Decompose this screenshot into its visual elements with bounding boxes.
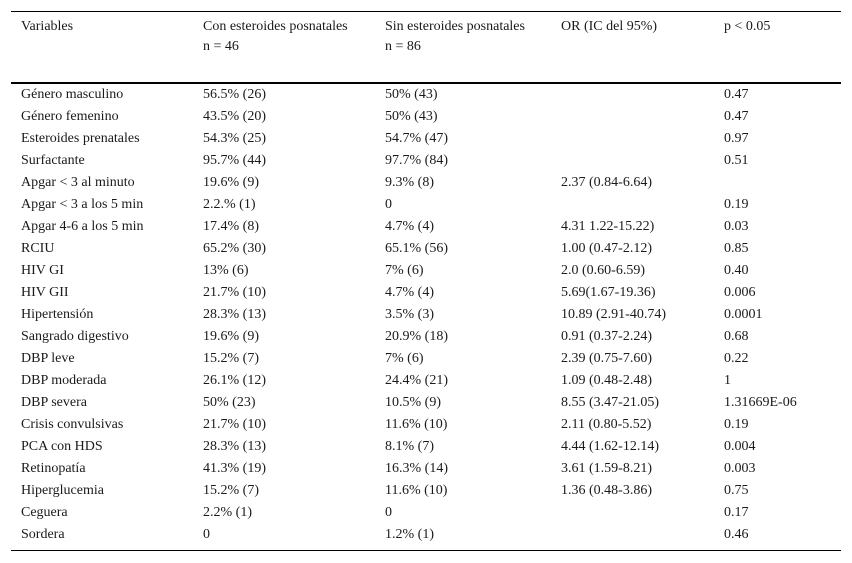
table-row [11, 458, 841, 480]
table-row [11, 326, 841, 348]
cell-con-esteroides: 56.5% (26) [203, 87, 266, 102]
table-header-row [11, 11, 841, 82]
cell-variable: Género femenino [21, 109, 119, 124]
cell-sin-esteroides: 24.4% (21) [385, 373, 448, 388]
cell-sin-esteroides: 50% (43) [385, 87, 438, 102]
cell-variable: Apgar 4-6 a los 5 min [21, 219, 144, 234]
table-row [11, 436, 841, 458]
cell-odds-ratio: 2.37 (0.84-6.64) [561, 175, 652, 190]
table-row [11, 282, 841, 304]
cell-p-value: 0.0001 [724, 307, 763, 322]
cell-odds-ratio: 2.39 (0.75-7.60) [561, 351, 652, 366]
cell-con-esteroides: 50% (23) [203, 395, 256, 410]
cell-p-value: 0.19 [724, 197, 749, 212]
cell-p-value: 0.004 [724, 439, 756, 454]
cell-odds-ratio: 1.00 (0.47-2.12) [561, 241, 652, 256]
cell-variable: RCIU [21, 241, 55, 256]
cell-p-value: 0.47 [724, 109, 749, 124]
cell-variable: Sangrado digestivo [21, 329, 129, 344]
header-con-esteroides [203, 17, 348, 57]
cell-variable: Esteroides prenatales [21, 131, 140, 146]
cell-p-value: 0.85 [724, 241, 749, 256]
cell-con-esteroides: 43.5% (20) [203, 109, 266, 124]
header-sin-esteroides-label: Sin esteroides posnatales [385, 19, 525, 34]
table-row [11, 348, 841, 370]
table-row [11, 370, 841, 392]
table-row [11, 238, 841, 260]
cell-odds-ratio: 10.89 (2.91-40.74) [561, 307, 666, 322]
cell-odds-ratio: 1.09 (0.48-2.48) [561, 373, 652, 388]
cell-variable: Retinopatía [21, 461, 86, 476]
cell-sin-esteroides: 50% (43) [385, 109, 438, 124]
cell-sin-esteroides: 3.5% (3) [385, 307, 434, 322]
cell-con-esteroides: 41.3% (19) [203, 461, 266, 476]
cell-variable: HIV GI [21, 263, 64, 278]
table-row [11, 128, 841, 150]
cell-con-esteroides: 19.6% (9) [203, 329, 259, 344]
table-row [11, 502, 841, 524]
table-row [11, 260, 841, 282]
cell-p-value: 0.46 [724, 527, 749, 542]
cell-sin-esteroides: 0 [385, 505, 392, 520]
table-bottom-rule [11, 550, 841, 551]
cell-p-value: 0.17 [724, 505, 749, 520]
header-p-value [724, 17, 770, 37]
table-row [11, 480, 841, 502]
cell-sin-esteroides: 1.2% (1) [385, 527, 434, 542]
cell-sin-esteroides: 10.5% (9) [385, 395, 441, 410]
cell-variable: Hipertensión [21, 307, 94, 322]
header-sin-esteroides-n: n = 86 [385, 39, 421, 54]
table-row [11, 392, 841, 414]
cell-variable: PCA con HDS [21, 439, 103, 454]
header-variables [21, 17, 73, 37]
cell-variable: Apgar < 3 al minuto [21, 175, 135, 190]
table-row [11, 194, 841, 216]
cell-con-esteroides: 17.4% (8) [203, 219, 259, 234]
cell-sin-esteroides: 0 [385, 197, 392, 212]
cell-p-value: 0.97 [724, 131, 749, 146]
table-row [11, 216, 841, 238]
header-con-esteroides-label: Con esteroides posnatales [203, 19, 348, 34]
cell-con-esteroides: 28.3% (13) [203, 439, 266, 454]
cell-p-value: 0.40 [724, 263, 749, 278]
cell-variable: Sordera [21, 527, 65, 542]
cell-odds-ratio: 4.44 (1.62-12.14) [561, 439, 659, 454]
cell-odds-ratio: 2.0 (0.60-6.59) [561, 263, 645, 278]
cell-con-esteroides: 15.2% (7) [203, 483, 259, 498]
cell-p-value: 0.51 [724, 153, 749, 168]
cell-odds-ratio: 2.11 (0.80-5.52) [561, 417, 652, 432]
cell-con-esteroides: 65.2% (30) [203, 241, 266, 256]
table-row [11, 172, 841, 194]
cell-p-value: 1.31669E-06 [724, 395, 797, 410]
cell-p-value: 0.47 [724, 87, 749, 102]
cell-variable: Género masculino [21, 87, 124, 102]
cell-p-value: 1 [724, 373, 731, 388]
cell-odds-ratio: 0.91 (0.37-2.24) [561, 329, 652, 344]
table-row [11, 414, 841, 436]
cell-variable: DBP severa [21, 395, 87, 410]
cell-p-value: 0.22 [724, 351, 749, 366]
cell-sin-esteroides: 4.7% (4) [385, 219, 434, 234]
cell-sin-esteroides: 7% (6) [385, 263, 424, 278]
cell-p-value: 0.006 [724, 285, 756, 300]
cell-con-esteroides: 21.7% (10) [203, 285, 266, 300]
header-or [561, 17, 657, 37]
header-sin-esteroides [385, 17, 525, 57]
cell-p-value: 0.68 [724, 329, 749, 344]
cell-con-esteroides: 2.2% (1) [203, 505, 252, 520]
cell-con-esteroides: 15.2% (7) [203, 351, 259, 366]
cell-con-esteroides: 2.2.% (1) [203, 197, 256, 212]
cell-con-esteroides: 13% (6) [203, 263, 249, 278]
table-row [11, 150, 841, 172]
cell-sin-esteroides: 97.7% (84) [385, 153, 448, 168]
cell-con-esteroides: 19.6% (9) [203, 175, 259, 190]
header-variables-label: Variables [21, 19, 74, 34]
cell-con-esteroides: 26.1% (12) [203, 373, 266, 388]
cell-sin-esteroides: 11.6% (10) [385, 417, 448, 432]
cell-odds-ratio: 8.55 (3.47-21.05) [561, 395, 659, 410]
cell-variable: Apgar < 3 a los 5 min [21, 197, 144, 212]
header-p-value-label: p < 0.05 [724, 19, 771, 34]
cell-variable: DBP moderada [21, 373, 107, 388]
cell-variable: Surfactante [21, 153, 85, 168]
cell-odds-ratio: 5.69(1.67-19.36) [561, 285, 656, 300]
cell-p-value: 0.03 [724, 219, 749, 234]
cell-con-esteroides: 0 [203, 527, 210, 542]
table-row [11, 106, 841, 128]
cell-p-value: 0.19 [724, 417, 749, 432]
cell-sin-esteroides: 54.7% (47) [385, 131, 448, 146]
cell-variable: Hiperglucemia [21, 483, 104, 498]
cell-variable: Crisis convulsivas [21, 417, 124, 432]
header-con-esteroides-n: n = 46 [203, 39, 239, 54]
cell-sin-esteroides: 7% (6) [385, 351, 424, 366]
cell-con-esteroides: 21.7% (10) [203, 417, 266, 432]
cell-con-esteroides: 28.3% (13) [203, 307, 266, 322]
cell-sin-esteroides: 9.3% (8) [385, 175, 434, 190]
cell-con-esteroides: 54.3% (25) [203, 131, 266, 146]
cell-sin-esteroides: 4.7% (4) [385, 285, 434, 300]
header-or-label: OR (IC del 95%) [561, 19, 658, 34]
cell-con-esteroides: 95.7% (44) [203, 153, 266, 168]
cell-p-value: 0.75 [724, 483, 749, 498]
cell-odds-ratio: 1.36 (0.48-3.86) [561, 483, 652, 498]
cell-sin-esteroides: 11.6% (10) [385, 483, 448, 498]
cell-sin-esteroides: 8.1% (7) [385, 439, 434, 454]
cell-sin-esteroides: 65.1% (56) [385, 241, 448, 256]
cell-odds-ratio: 4.31 1.22-15.22) [561, 219, 655, 234]
cell-sin-esteroides: 16.3% (14) [385, 461, 448, 476]
table-row [11, 84, 841, 106]
cell-p-value: 0.003 [724, 461, 756, 476]
cell-variable: Ceguera [21, 505, 68, 520]
cell-sin-esteroides: 20.9% (18) [385, 329, 448, 344]
cell-variable: DBP leve [21, 351, 75, 366]
table-row [11, 524, 841, 546]
cell-odds-ratio: 3.61 (1.59-8.21) [561, 461, 652, 476]
cell-variable: HIV GII [21, 285, 69, 300]
table-row [11, 304, 841, 326]
